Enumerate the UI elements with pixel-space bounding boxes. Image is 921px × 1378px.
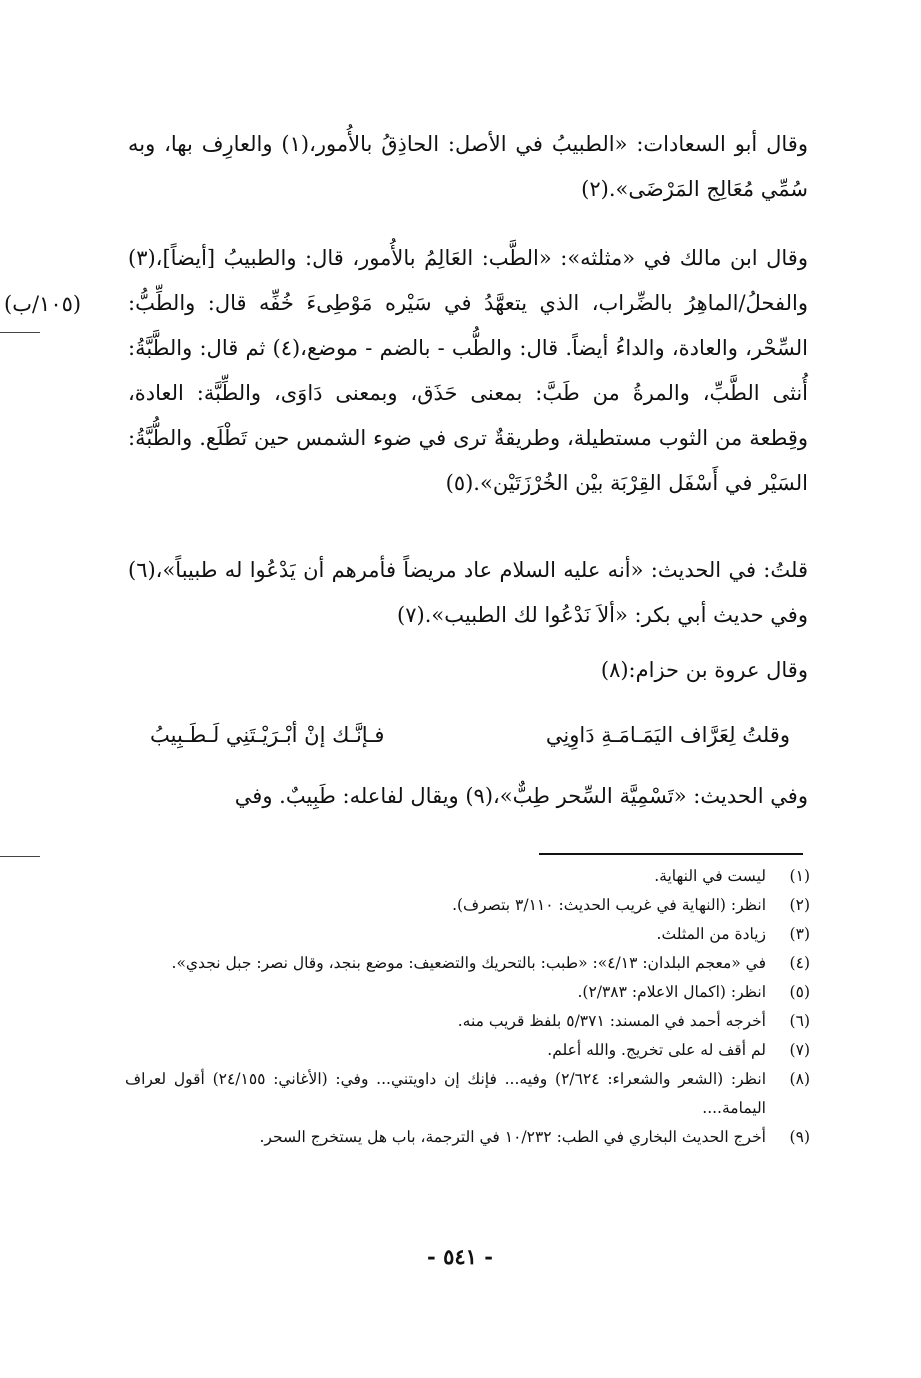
footnote bbox=[125, 1123, 810, 1152]
footnote bbox=[125, 1036, 810, 1065]
paragraph-urwa-intro: وقال عروة بن حزام:(٨) bbox=[600, 658, 808, 682]
footnote bbox=[125, 891, 810, 920]
footnote-text: ليست في النهاية. bbox=[654, 867, 766, 885]
footnote-number: (٥) bbox=[789, 983, 810, 1001]
footnote-separator bbox=[539, 853, 803, 855]
footnote bbox=[125, 949, 810, 978]
footnote-text: أخرجه أحمد في المسند: ٥/٣٧١ بلفظ قريب منه. bbox=[457, 1012, 766, 1030]
page-number: - ٥٤١ - bbox=[427, 1244, 493, 1269]
footnote-number: (٩) bbox=[789, 1128, 810, 1146]
footnote-text: أخرج الحديث البخاري في الطب: ١٠/٢٣٢ في الترجمة، باب هل يستخرج السحر. bbox=[259, 1128, 766, 1146]
footnote-text: في «معجم البلدان: ٤/١٣»: «طبب: بالتحريك والتضعيف: موضع بنجد، وقال نصر: جبل نجدي». bbox=[171, 954, 766, 972]
margin-mark bbox=[0, 332, 40, 333]
footnote bbox=[125, 920, 810, 949]
margin-folio-reference: (١٠٥/ب) bbox=[4, 292, 82, 316]
footnote-text: لم أقف له على تخريج. والله أعلم. bbox=[547, 1041, 766, 1059]
footnote bbox=[125, 862, 810, 891]
footnote-number: (٧) bbox=[789, 1041, 810, 1059]
footnotes bbox=[125, 862, 810, 1152]
poetry-verse bbox=[150, 712, 790, 758]
verse-first-hemistich: وقلتُ لِعَرَّاف اليَمَـامَـةِ دَاوِنِي bbox=[545, 723, 790, 747]
paragraph-sihr: وفي الحديث: «تَسْمِيَّة السِّحر طِبٌّ»،(٩) ويقال لفاعله: طَبِيبٌ. وفي bbox=[234, 784, 808, 808]
footnote-number: (٣) bbox=[789, 925, 810, 943]
footnote-number: (٦) bbox=[789, 1012, 810, 1030]
margin-mark bbox=[0, 856, 40, 857]
footnote-number: (١) bbox=[789, 867, 810, 885]
footnote-text: انظر: (اكمال الاعلام: ٢/٣٨٣). bbox=[577, 983, 766, 1001]
footnote-number: (٤) bbox=[789, 954, 810, 972]
footnote bbox=[125, 978, 810, 1007]
footnote-number: (٨) bbox=[789, 1070, 810, 1088]
footnote bbox=[125, 1007, 810, 1036]
footnote-text: زيادة من المثلث. bbox=[656, 925, 766, 943]
footnote bbox=[125, 1065, 810, 1123]
footnote-text: انظر: (الشعر والشعراء: ٢/٦٢٤) وفيه... فإنك إن داويتني... وفي: (الأغاني: ٢٤/١٥٥) أقول لعراف اليمامة.... bbox=[125, 1070, 767, 1117]
paragraph-ibn-malik: وقال ابن مالك في «مثلثه»: «الطَّب: العَالِمُ بالأُمور، قال: والطبيبُ [أيضاً]،(٣) والفحلُ/الماهِرُ بالضِّراب، الذي يتعهَّدُ في سَيْره مَوْطِىءَ خُفِّه قال: والطِّبُّ: السِّحْر، والعادة، والداءُ أيضاً. قال: والطُّب - بالضم - موضع،(٤) ثم قال: والطَّبَّةُ: أُنثى الطَّبِّ، والمرةُ من طَبَّ: بمعنى حَذَق، وبمعنى دَاوَى، والطِّبَّة: العادة، وقِطعة من الثوب مستطيلة، وطريقةٌ ترى في ضوء الشمس حين تَطْلَع. والطُّبَّةُ: السَيْر في أَسْفَل القِرْبَة بيْن الخُرْزَتَيْن».(٥) bbox=[128, 246, 808, 495]
footnote-number: (٢) bbox=[789, 896, 810, 914]
paragraph-hadith: قلتُ: في الحديث: «أنه عليه السلام عاد مريضاً فأمرهم أن يَدْعُوا له طبيباً»،(٦) وفي حديث أبي بكر: «ألاَ نَدْعُوا لك الطبيب».(٧) bbox=[128, 558, 808, 627]
footnote-text: انظر: (النهاية في غريب الحديث: ٣/١١٠ بتصرف). bbox=[452, 896, 766, 914]
verse-second-hemistich: فـإنَّـك إنْ أبْـرَيْـتَنِي لَـطَـبِيبُ bbox=[150, 723, 385, 747]
paragraph-abu-al-saadat: وقال أبو السعادات: «الطبيبُ في الأصل: الحاذِقُ بالأُمور،(١) والعارِف بها، وبه سُمِّي مُعَالِج المَرْضَى».(٢) bbox=[128, 132, 808, 201]
